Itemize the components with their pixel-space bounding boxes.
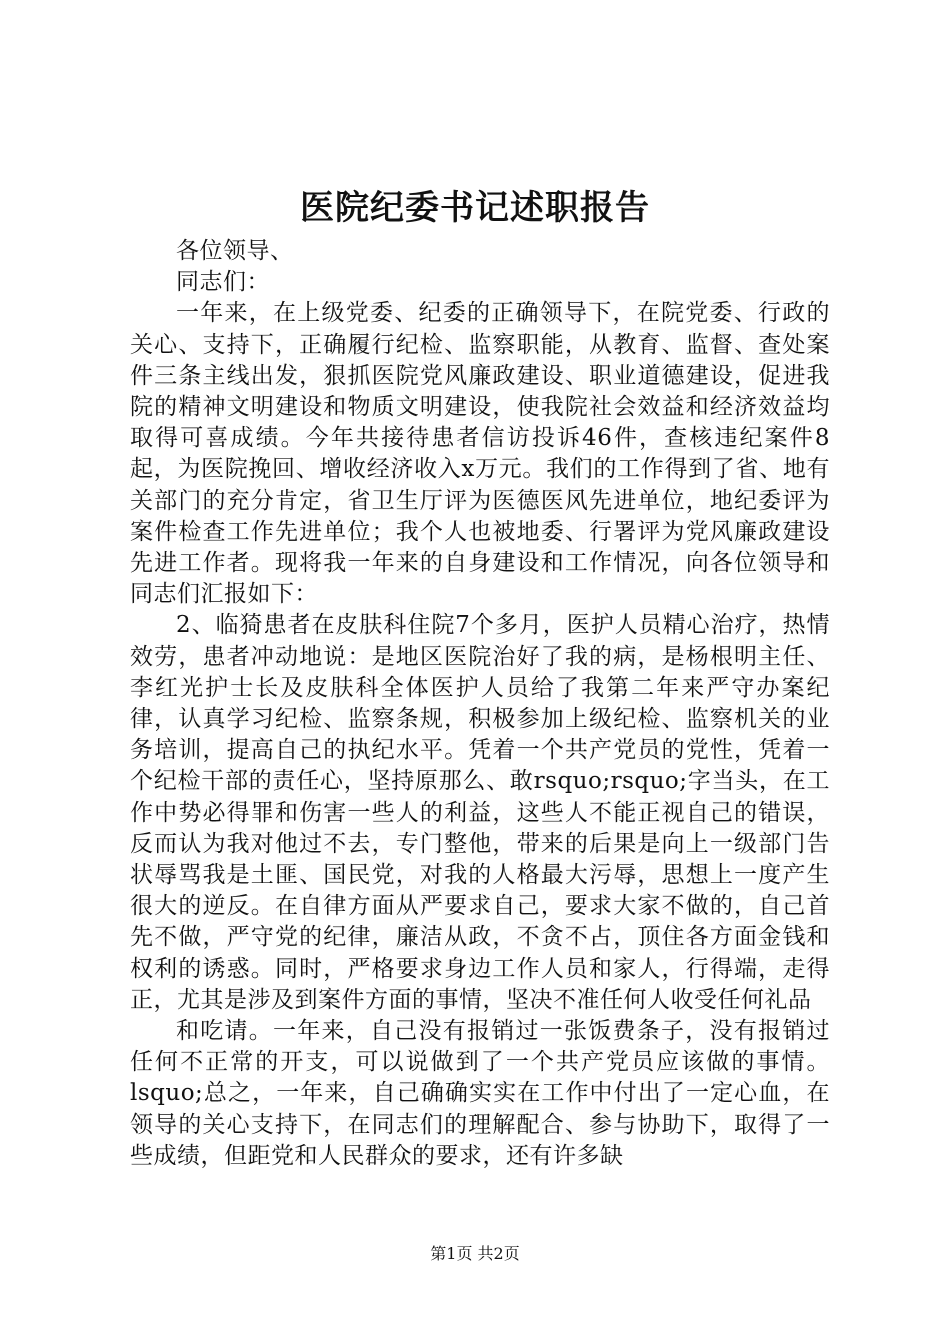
body-paragraph-2: 2、临猗患者在皮肤科住院7个多月，医护人员精心治疗，热情效劳，患者冲动地说：是地区医院治好了我的病，是杨根明主任、李红光护士长及皮肤科全体医护人员给了我第二年来严守办案纪律，认真学习纪检、监察条规，积极参加上级纪检、监察机关的业务培训，提高自己的执纪水平。凭着一个共产党员的党性，凭着一个纪检干部的责任心，坚持原那么、敢rsquo;rsquo;字当头，在工作中势必得罪和伤害一些人的利益，这些人不能正视自己的错误，反而认为我对他过不去，专门整他，带来的后果是向上一级部门告状辱骂我是土匪、国民党，对我的人格最大污辱，思想上一度产生很大的逆反。在自律方面从严要求自己，要求大家不做的，自己首先不做，严守党的纪律，廉洁从政，不贪不占，顶住各方面金钱和权利的诱惑。同时，严格要求身边工作人员和家人，行得端，走得正，尤其是涉及到案件方面的事情，坚决不准任何人收受任何礼品 (130, 612, 830, 1013)
body-paragraph-1: 一年来，在上级党委、纪委的正确领导下，在院党委、行政的关心、支持下，正确履行纪检、监察职能，从教育、监督、查处案件三条主线出发，狠抓医院党风廉政建设、职业道德建设，促进我院的精神文明建设和物质文明建设，使我院社会效益和经济效益均取得可喜成绩。今年共接待患者信访投诉46件，查核违纪案件8起，为医院挽回、增收经济收入x万元。我们的工作得到了省、地有关部门的充分肯定，省卫生厅评为医德医风先进单位，地纪委评为案件检查工作先进单位；我个人也被地委、行署评为党风廉政建设先进工作者。现将我一年来的自身建设和工作情况，向各位领导和同志们汇报如下： (130, 300, 830, 608)
document-title: 医院纪委书记述职报告 (300, 188, 650, 228)
document-body (130, 236, 830, 1172)
page-footer: 第1页 共2页 (430, 1244, 520, 1263)
body-paragraph-3: 和吃请。一年来，自己没有报销过一张饭费条子，没有报销过任何不正常的开支，可以说做到了一个共产党员应该做的事情。lsquo;总之，一年来，自己确确实实在工作中付出了一定心血，在领导的关心支持下，在同志们的理解配合、参与协助下，取得了一些成绩，但距党和人民群众的要求，还有许多缺 (130, 1018, 830, 1169)
salutation-line-2: 同志们： (176, 269, 270, 296)
salutation-line-1: 各位领导、 (176, 238, 294, 264)
